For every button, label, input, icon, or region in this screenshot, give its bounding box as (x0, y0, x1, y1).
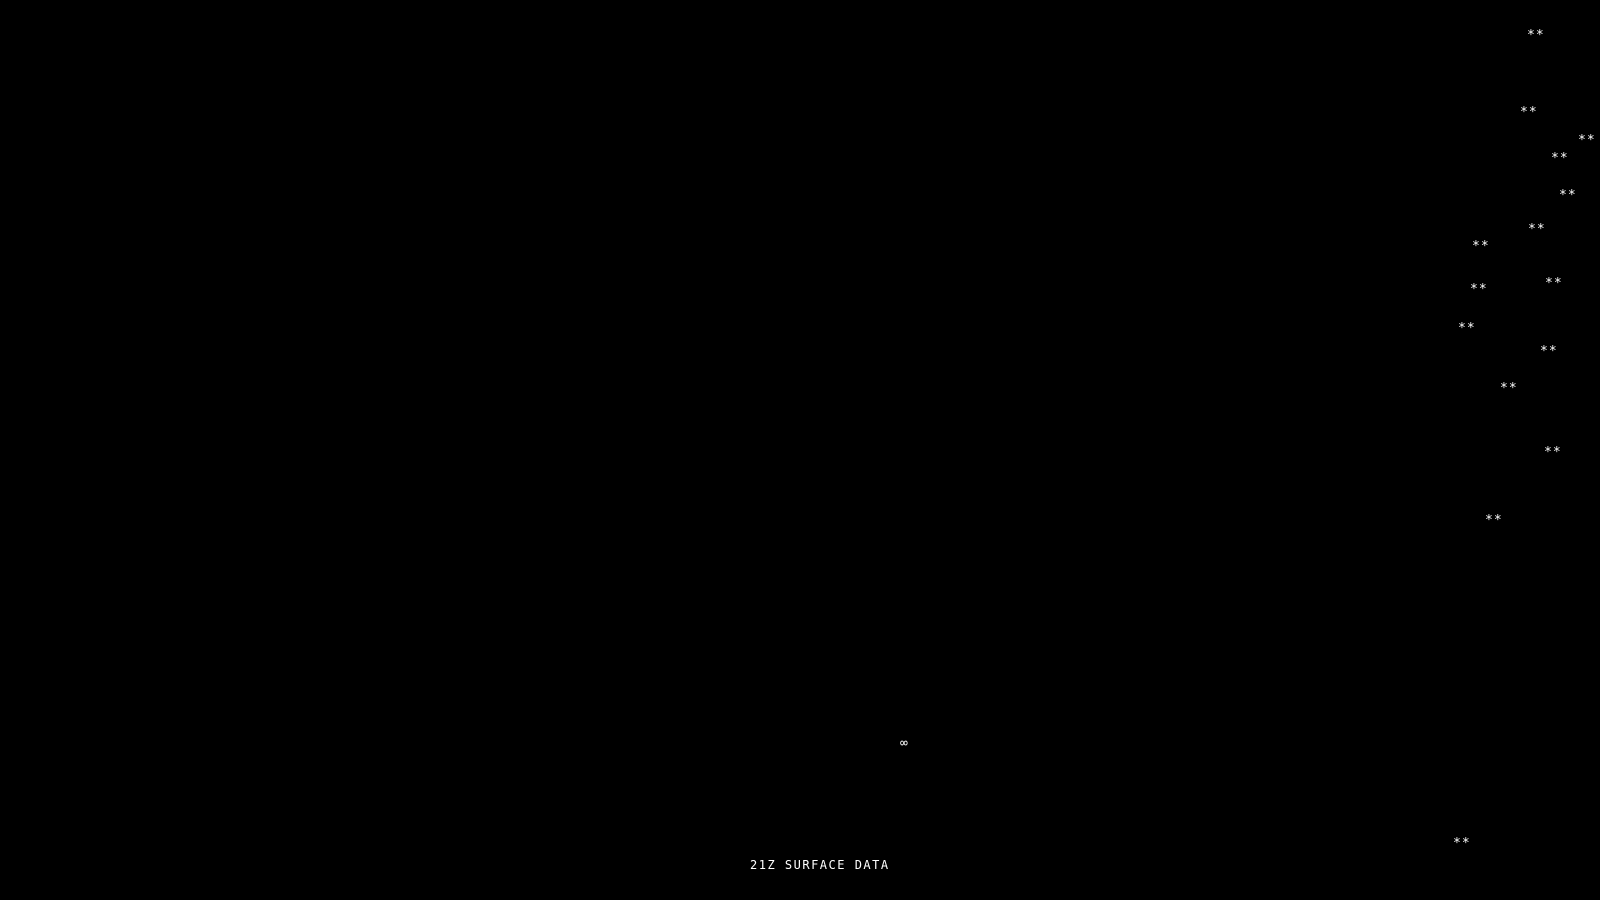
station-missing-marker: ** (1544, 445, 1562, 460)
map-caption: 21Z SURFACE DATA (750, 858, 890, 872)
station-missing-marker: ** (1551, 151, 1569, 166)
station-symbol: ∞ (900, 736, 908, 751)
station-missing-marker: ** (1453, 836, 1471, 851)
station-missing-marker: ** (1559, 188, 1577, 203)
station-missing-marker: ** (1545, 276, 1563, 291)
station-missing-marker: ** (1485, 513, 1503, 528)
station-missing-marker: ** (1528, 222, 1546, 237)
station-missing-marker: ** (1470, 282, 1488, 297)
station-missing-marker: ** (1472, 239, 1490, 254)
station-missing-marker: ** (1527, 28, 1545, 43)
station-missing-marker: ** (1578, 133, 1596, 148)
station-missing-marker: ** (1520, 105, 1538, 120)
station-missing-marker: ** (1540, 344, 1558, 359)
station-missing-marker: ** (1500, 381, 1518, 396)
station-missing-marker: ** (1458, 321, 1476, 336)
